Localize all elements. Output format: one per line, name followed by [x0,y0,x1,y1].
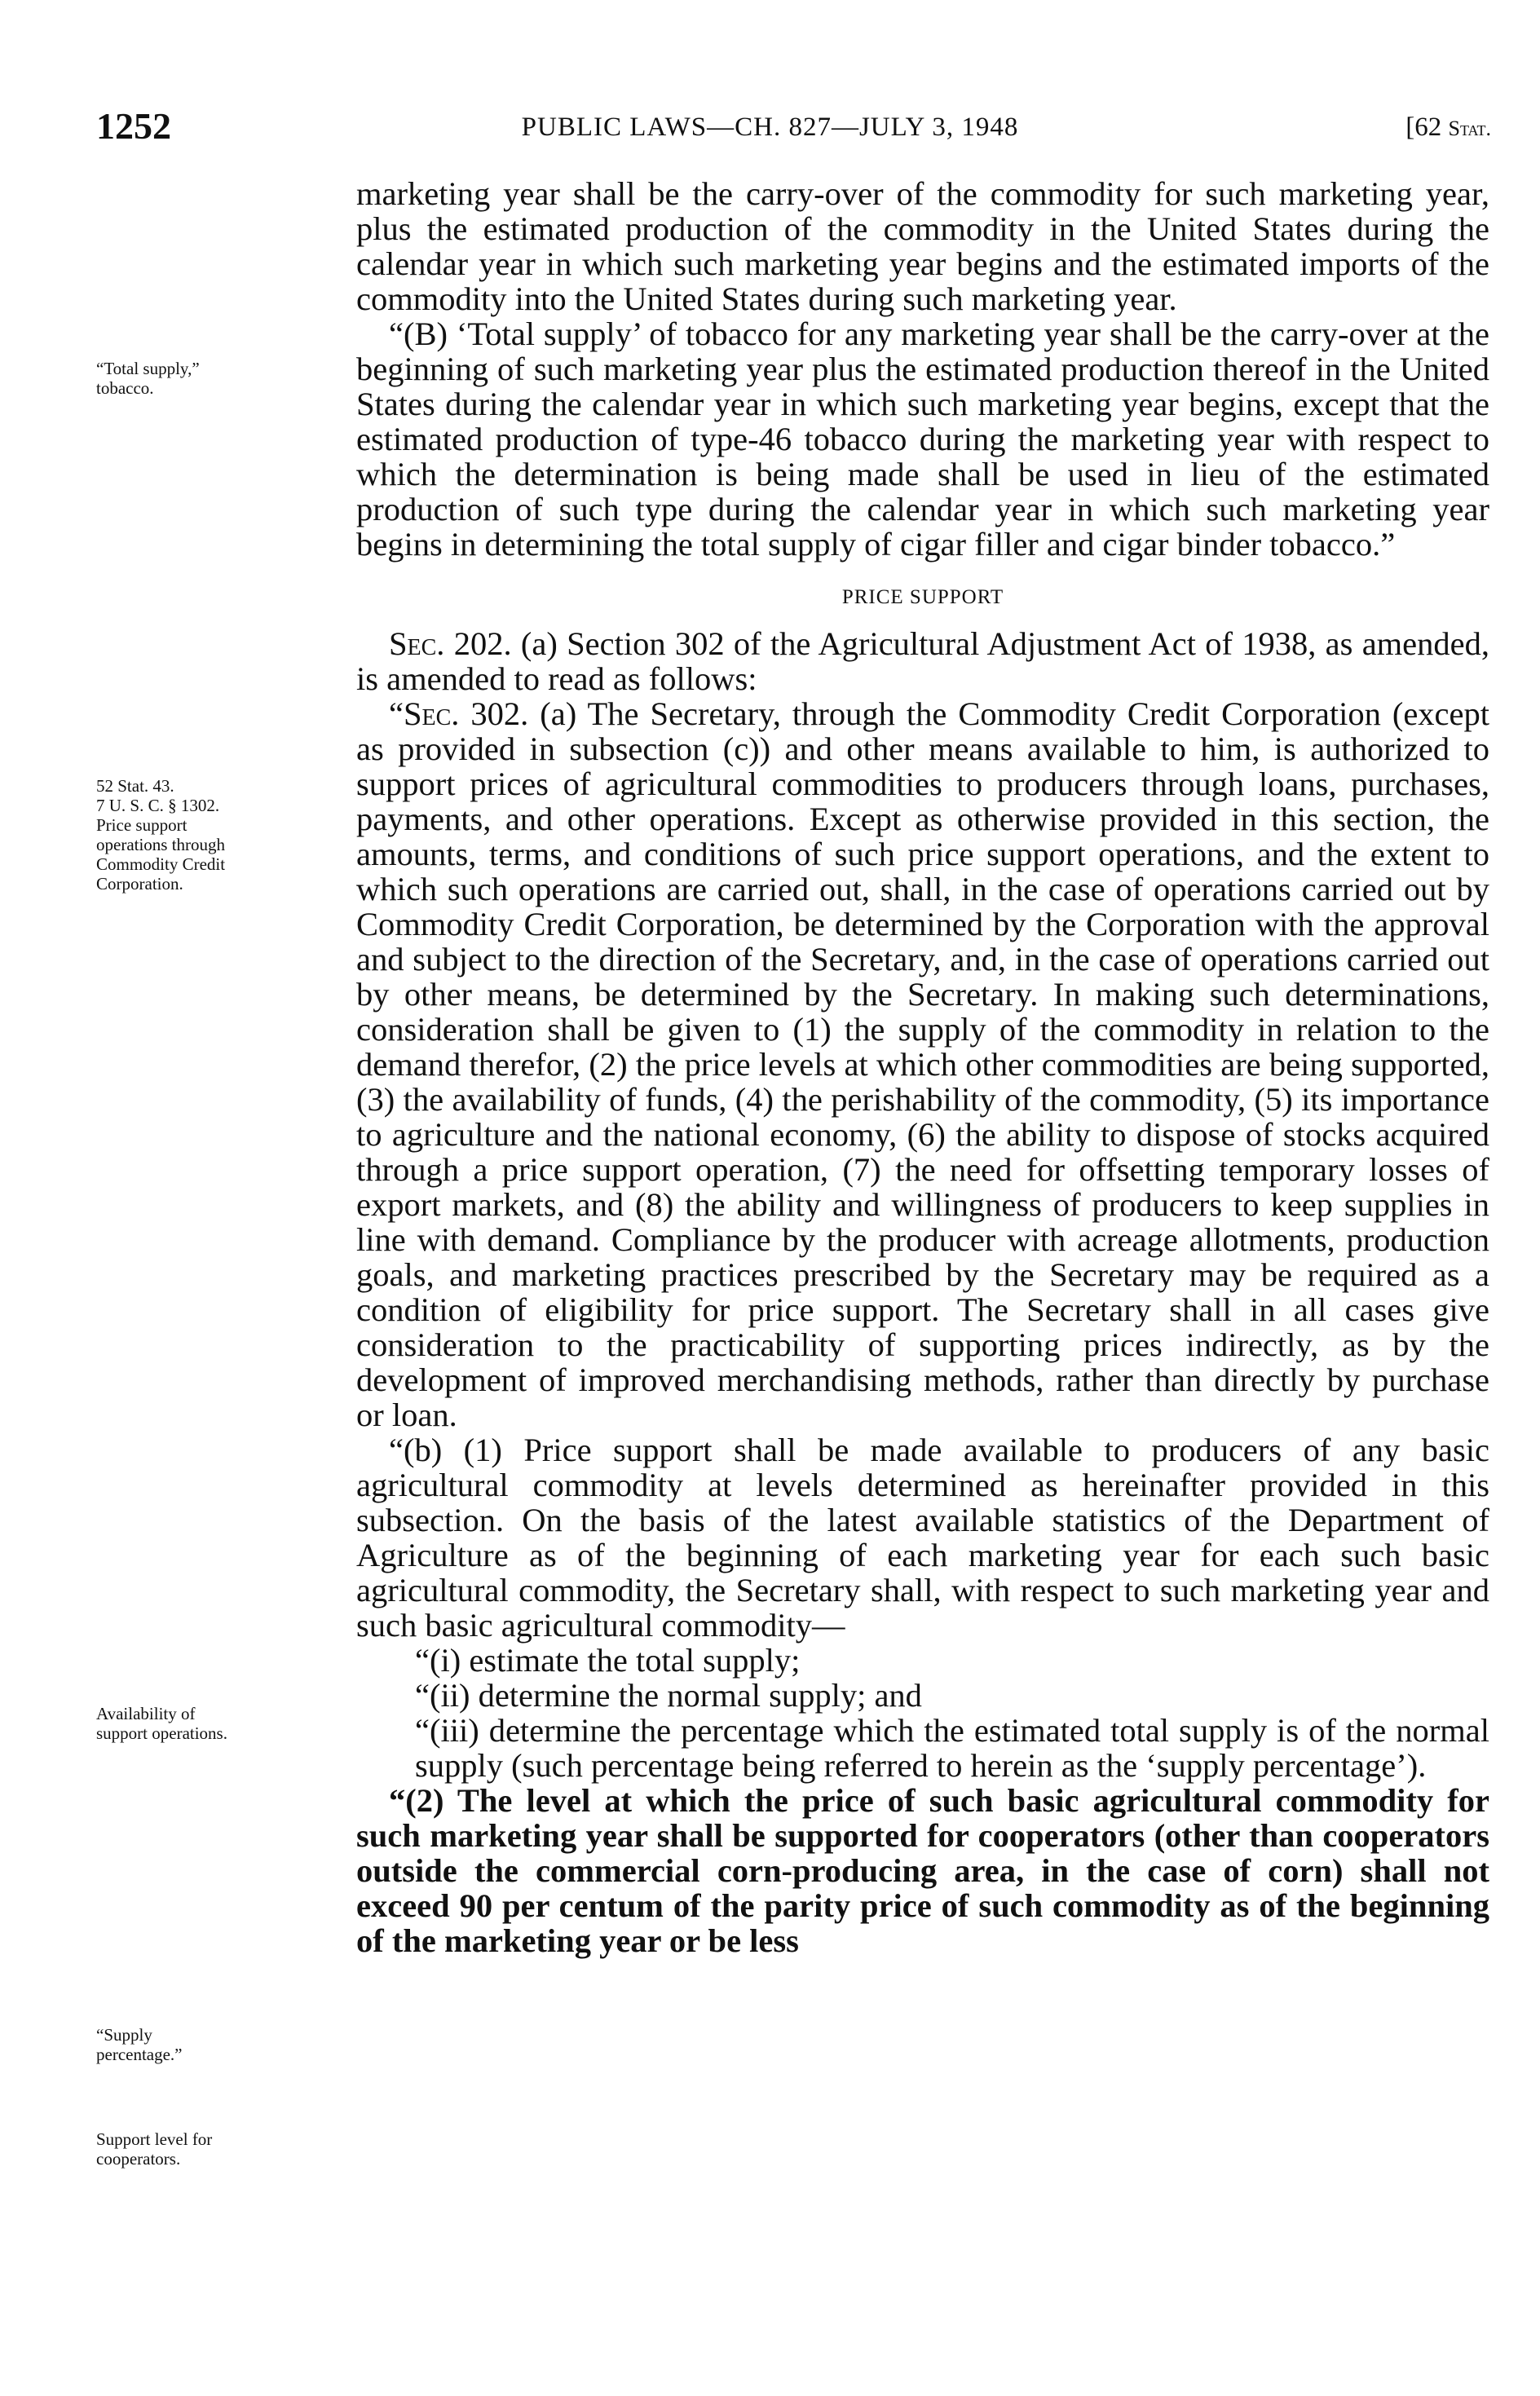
list-item-ii: “(ii) determine the normal supply; and [415,1677,922,1714]
page-header [0,104,1540,153]
margin-note-price-support: Price support operations through Commodity Credit Corporation. [96,815,226,894]
paragraph-sec-202: Sec. 202. (a) Section 302 of the Agricultural Adjustment Act of 1938, as amended, is amended to read as follows: [356,625,1489,697]
margin-note-availability: Availability of support operations. [96,1704,227,1743]
list-item-i: “(i) estimate the total supply; [415,1642,801,1679]
list-item-iii: “(iii) determine the percentage which the estimated total supply is of the normal supply (such percentage being referred to herein as the ‘supply percentage’). [415,1712,1489,1784]
margin-note-citation-usc: 7 U. S. C. § 1302. [96,796,220,815]
margin-note-supply-percentage: “Supply percentage.” [96,2025,183,2064]
paragraph-total-supply-tobacco: “(B) ‘Total supply’ of tobacco for any marketing year shall be the carry-over at the beginning of such marketing year plus the estimated production thereof in the United States during the calendar year in which such marketing year begins, except that the estimated production of type-46 tobacco during the marketing year with respect to which the determination is being made shall be used in lieu of the estimated production of such type during the calendar year in which such marketing year begins in determining the total supply of cigar filler and cigar binder tobacco.” [356,315,1489,563]
paragraph-support-level: “(2) The level at which the price of such basic agricultural commodity for such marketing year shall be supported for cooperators (other than cooperators outside the commercial corn-producing area, in the case of corn) shall not exceed 90 per centum of the parity price of such commodity as of the beginning of the marketing year or be less [356,1782,1489,1959]
margin-note-support-level: Support level for cooperators. [96,2129,213,2169]
page-number: 1252 [96,105,171,147]
running-title: PUBLIC LAWS—CH. 827—JULY 3, 1948 [521,113,1019,142]
margin-note-total-supply: “Total supply,” tobacco. [96,359,200,398]
paragraph-subsection-b1: “(b) (1) Price support shall be made available to producers of any basic agricultural commodity at levels determined as hereinafter provided in this subsection. On the basis of the latest available statistics of the Department of Agriculture as of the beginning of each marketing year for each such basic agricultural commodity, the Secretary shall, with respect to such marketing year and such basic agricultural commodity— [356,1432,1489,1644]
margin-note-citation-stat: 52 Stat. 43. [96,776,174,796]
stat-reference: [62 Stat. [1405,113,1491,142]
heading-price-support: PRICE SUPPORT [841,586,1004,608]
paragraph-sec-302: “Sec. 302. (a) The Secretary, through the Commodity Credit Corporation (except as provided in subsection (c)) and other means available to him, is authorized to support prices of agricultural commodities to producers through loans, purchases, payments, and other operations. Except as otherwise provided in this section, the amounts, terms, and conditions of such price support operations, and the extent to which such operations are carried out, shall, in the case of operations carried out by Commodity Credit Corporation, be determined by the Corporation with the approval and subject to the direction of the Secretary, and, in the case of operations carried out by other means, be determined by the Secretary. In making such determinations, consideration shall be given to (1) the supply of the commodity in relation to the demand therefor, (2) the price levels at which other commodities are being supported, (3) the availability of funds, (4) the perishability of the commodity, (5) its importance to agriculture and the national economy, (6) the ability to dispose of stocks acquired through a price support operation, (7) the need for offsetting temporary losses of export markets, and (8) the ability and willingness of producers to keep supplies in line with demand. Compliance by the producer with acreage allotments, production goals, and marketing practices prescribed by the Secretary may be required as a condition of eligibility for price support. The Secretary shall in all cases give consideration to the practicability of supporting prices indirectly, as by the development of improved merchandising methods, rather than directly by purchase or loan. [356,695,1489,1433]
body-text [356,176,1489,1958]
paragraph-carryover: marketing year shall be the carry-over of the commodity for such marketing year, plus the estimated production of the commodity in the United States during the calendar year in which such marketing year begins and the estimated imports of the commodity into the United States during such marketing year. [356,175,1489,317]
